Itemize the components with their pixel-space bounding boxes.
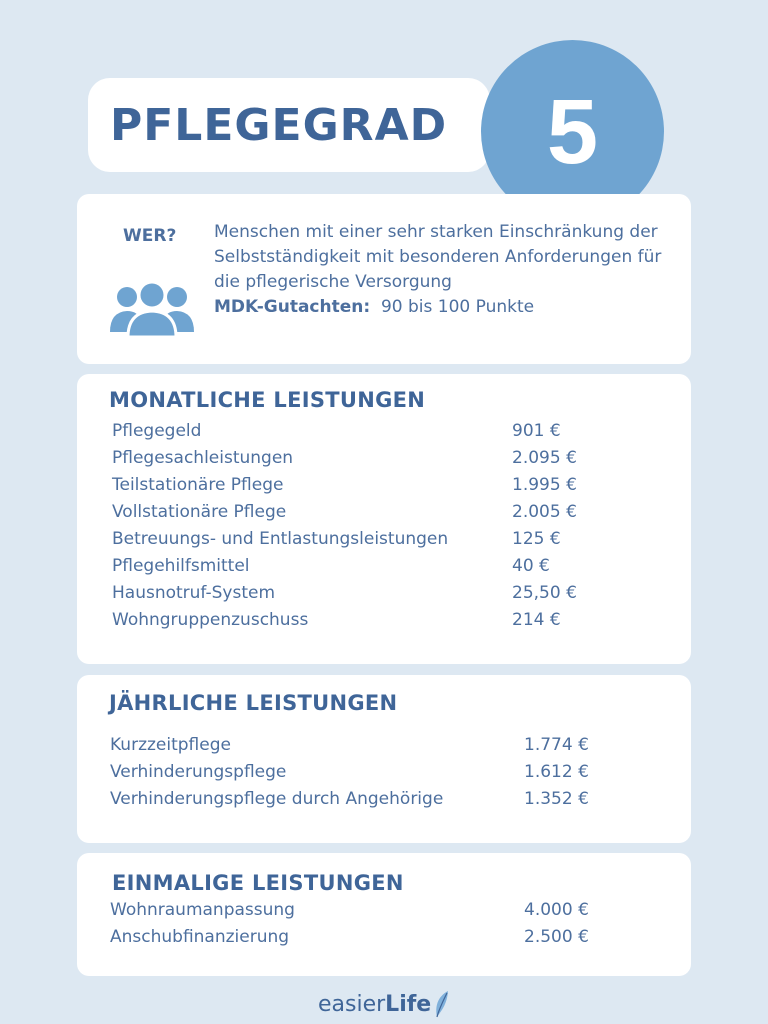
benefit-value: 901 € [512,421,561,441]
benefit-row-pflegegeld [112,421,671,448]
mdk-assessment [214,295,674,320]
benefit-label: Pflegehilfsmittel [112,556,250,576]
benefit-label: Wohnraumanpassung [110,900,295,920]
benefit-row-wohngruppenzuschuss [112,610,671,637]
benefit-value: 2.005 € [512,502,577,522]
yearly-heading: JÄHRLICHE LEISTUNGEN [109,691,398,715]
mdk-value: 90 bis 100 Punkte [380,297,535,317]
benefit-value: 2.500 € [524,927,589,947]
one-time-benefits-card [77,853,691,976]
benefit-value: 214 € [512,610,561,630]
benefit-value: 1.774 € [524,735,589,755]
benefit-label: Verhinderungspflege [110,762,287,782]
benefit-value: 2.095 € [512,448,577,468]
yearly-benefits-list [110,735,671,816]
benefit-row-verhinderungspflege-angehoerige [110,789,671,816]
benefit-row-anschubfinanzierung [110,927,671,954]
benefit-label: Verhinderungspflege durch Angehörige [110,789,444,809]
benefit-value: 4.000 € [524,900,589,920]
people-group-icon [110,280,194,338]
one-time-heading: EINMALIGE LEISTUNGEN [112,871,404,895]
benefit-label: Teilstationäre Pflege [112,475,284,495]
benefit-value: 25,50 € [512,583,577,603]
who-card [77,194,691,364]
feather-icon [433,989,451,1019]
benefit-label: Betreuungs- und Entlastungsleistungen [112,529,449,549]
benefit-value: 1.612 € [524,762,589,782]
benefit-row-kurzzeitpflege [110,735,671,762]
benefit-label: Anschubfinanzierung [110,927,290,947]
page-title: PFLEGEGRAD [110,99,448,151]
mdk-label: MDK-Gutachten: [214,297,371,317]
one-time-benefits-list [110,900,671,954]
benefit-row-hausnotruf [112,583,671,610]
benefit-row-verhinderungspflege [110,762,671,789]
benefit-row-betreuung [112,529,671,556]
who-description-block [214,220,674,320]
yearly-benefits-card [77,675,691,843]
who-description: Menschen mit einer sehr starken Einschränkung der Selbstständigkeit mit besonderen Anforderungen für die pflegerische Versorgung [214,222,662,292]
monthly-heading: MONATLICHE LEISTUNGEN [109,388,426,412]
benefit-row-pflegehilfsmittel [112,556,671,583]
monthly-benefits-list [112,421,671,637]
benefit-label: Kurzzeitpflege [110,735,231,755]
benefit-label: Pflegegeld [112,421,202,441]
benefit-value: 1.352 € [524,789,589,809]
benefit-value: 1.995 € [512,475,577,495]
easierlife-logo [318,988,451,1020]
benefit-label: Pflegesachleistungen [112,448,294,468]
benefit-row-teilstationaer [112,475,671,502]
benefit-row-pflegesachleistungen [112,448,671,475]
benefit-row-wohnraumanpassung [110,900,671,927]
who-label: WER? [123,226,177,246]
benefit-row-vollstationaer [112,502,671,529]
monthly-benefits-card [77,374,691,664]
benefit-label: Hausnotruf-System [112,583,276,603]
logo-text-life: Life [385,991,432,1017]
benefit-label: Wohngruppenzuschuss [112,610,309,630]
grade-number: 5 [546,80,599,183]
benefit-label: Vollstationäre Pflege [112,502,287,522]
logo-text-easier: easier [318,991,386,1017]
benefit-value: 40 € [512,556,550,576]
benefit-value: 125 € [512,529,561,549]
title-pill [88,78,490,172]
